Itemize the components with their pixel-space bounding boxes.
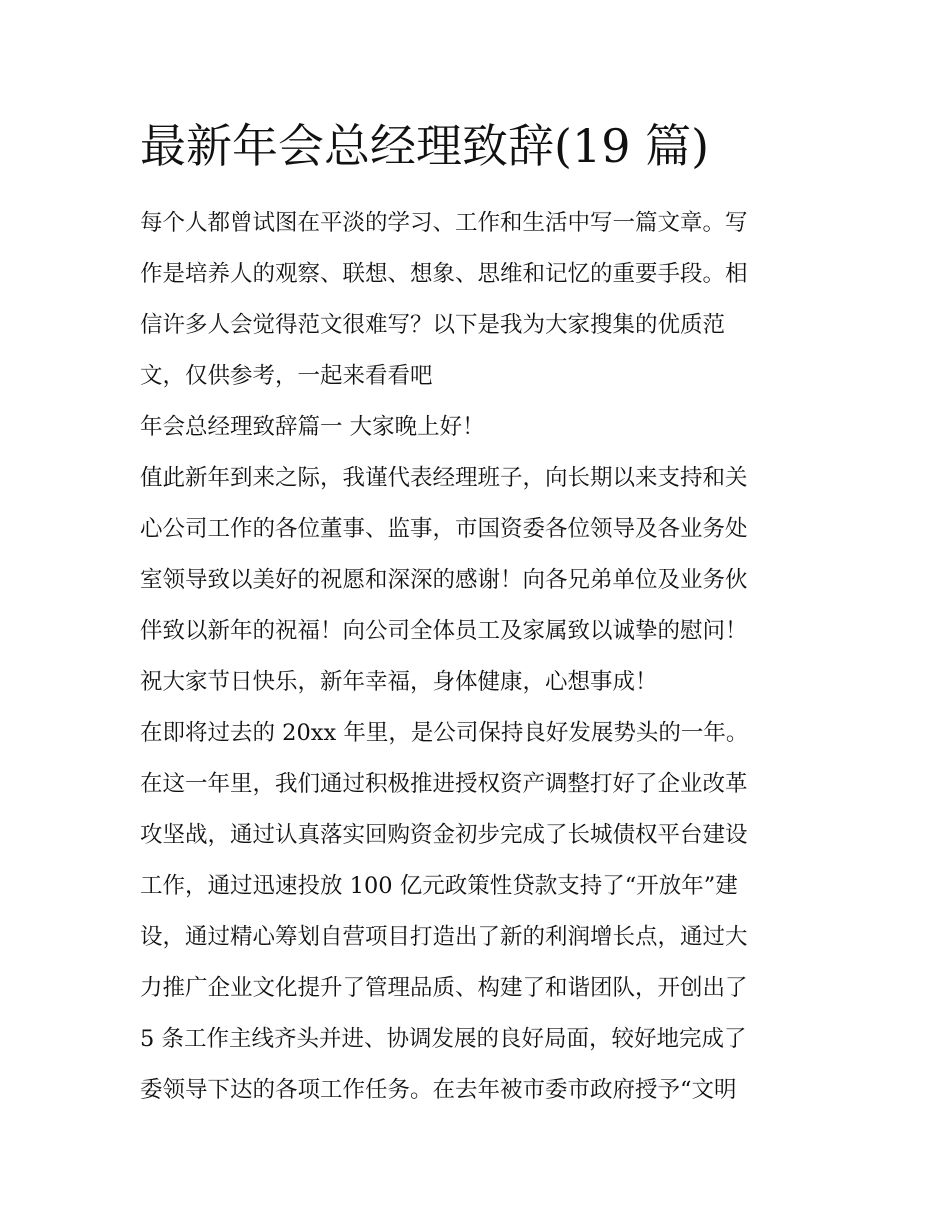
body-line: 5 条工作主线齐头并进、协调发展的良好局面，较好地完成了 [140,1026,747,1052]
body-line: 设，通过精心筹划自营项目打造出了新的利润增长点，通过大 [140,924,748,950]
body-line: 每个人都曾试图在平淡的学习、工作和生活中写一篇文章。写 [140,210,748,236]
section-heading: 年会总经理致辞篇一 大家晚上好！ [140,414,485,440]
body-line: 工作，通过迅速投放 100 亿元政策性贷款支持了“开放年”建 [140,873,738,899]
body-line: 祝大家节日快乐，新年幸福，身体健康，心想事成！ [140,669,658,695]
body-line: 力推广企业文化提升了管理品质、构建了和谐团队，开创出了 [140,975,748,1001]
body-line: 伴致以新年的祝福！向公司全体员工及家属致以诚挚的慰问！ [140,618,748,644]
body-line: 作是培养人的观察、联想、想象、思维和记忆的重要手段。相 [140,261,748,287]
body-line: 信许多人会觉得范文很难写？以下是我为大家搜集的优质范 [140,312,726,338]
body-line: 委领导下达的各项工作任务。在去年被市委市政府授予“文明 [140,1077,737,1103]
body-line: 值此新年到来之际，我谨代表经理班子，向长期以来支持和关 [140,465,748,491]
body-line: 室领导致以美好的祝愿和深深的感谢！向各兄弟单位及业务伙 [140,567,748,593]
document-title: 最新年会总经理致辞(19 篇) [140,119,710,173]
document-body [140,198,830,1116]
body-line: 攻坚战，通过认真落实回购资金初步完成了长城债权平台建设 [140,822,748,848]
body-line: 文，仅供参考，一起来看看吧 [140,363,433,389]
body-line: 在即将过去的 20xx 年里，是公司保持良好发展势头的一年。 [140,720,749,746]
body-line: 在这一年里，我们通过积极推进授权资产调整打好了企业改革 [140,771,748,797]
body-line: 心公司工作的各位董事、监事，市国资委各位领导及各业务处 [140,516,748,542]
